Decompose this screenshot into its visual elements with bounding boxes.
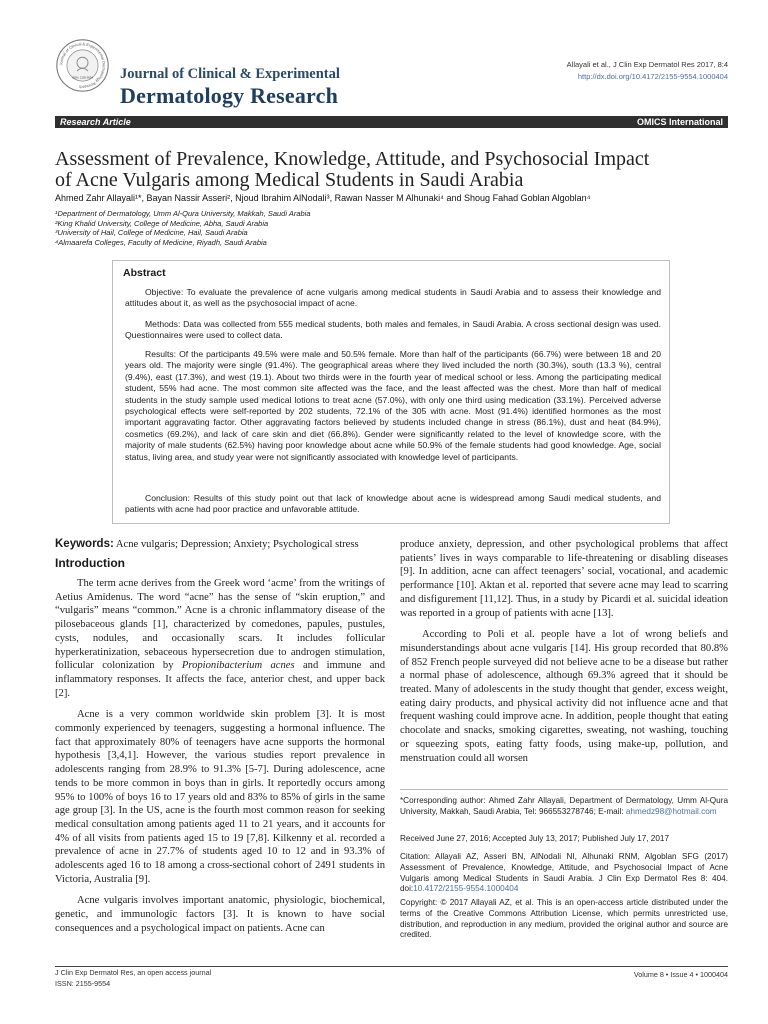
paragraph: Acne vulgaris involves important anatomic, physiologic, biochemical, genetic, and immunologic factors [3]. It is known to have social consequences and a psychological impact on patients. Acne can — [55, 895, 385, 934]
affiliation: ²King Khalid University, College of Medicine, Abha, Saudi Arabia — [55, 218, 269, 228]
keywords — [55, 538, 385, 550]
footer-issn: ISSN: 2155-9554 — [55, 978, 111, 988]
abstract-conclusion: Conclusion: Results of this study point out that lack of knowledge about acne is widespread among Saudi medical students, and patients with acne had poor practice and unfavorable attitude. — [125, 493, 661, 515]
footer-journal-line: J Clin Exp Dermatol Res, an open access journal — [55, 968, 212, 977]
keywords-text: Acne vulgaris; Depression; Anxiety; Psychological stress — [115, 539, 359, 550]
author-email-link[interactable]: ahmedz98@hotmail.com — [625, 806, 717, 816]
abstract-methods: Methods: Data was collected from 555 medical students, both males and females, in Saudi Arabia. A cross sectional design was used. Questionnaires were used to collect data. — [125, 319, 661, 341]
abstract-box — [112, 260, 670, 524]
affiliations — [55, 209, 311, 247]
journal-logo-seal — [55, 38, 110, 93]
copyright-note: Copyright: © 2017 Allayali AZ, et al. This is an open-access article distributed under the terms of the Creative Commons Attribution License, which permits unrestricted use, distribution, and reproduction in any medium, provided the original author and source are credited. — [400, 898, 728, 940]
footer-rule — [55, 966, 728, 967]
abstract-results: Results: Of the participants 49.5% were male and 50.5% female. More than half of the participants (66.7%) were between 18 and 20 years old. The majority were single (91.4%). The geographical areas where they lived included the north (30.3%), south (13.3 %), central (9.4%), east (17.3%), and west (19.1). About two thirds were in the fourth year of medical school or less. Among the participating medical student, 55% had acne. The most common site affected was the face, and the least affected was the chest. More than half of medical students in the study sample used medical lotions to treat acne (57.0%), with only one third using medication (33.1%). Perceived adverse psychological effects were self-reported by 202 students, 72.1% of the 305 with acne. Most (91.4%) identified hormones as the most important aggravating factor. Other aggravating factors believed by students included change in stress (86.1%), dust and heat (84.9%), cosmetics (69.2%), and lack of care skin and diet (66.8%). Gender were significantly related to the level of knowledge score, with the majority of male students (62.5%) having poor knowledge about acne while 50.9% of the female students had good knowledge. Age, social status, living area, and study year were not significantly associated with knowledge level of participants. — [125, 349, 661, 462]
introduction-heading: Introduction — [55, 556, 125, 570]
header-doi-link[interactable]: http://dx.doi.org/10.4172/2155-9554.1000404 — [577, 72, 728, 81]
header-citation: Allayali et al., J Clin Exp Dermatol Res 2017, 8:4 — [566, 60, 728, 69]
journal-name-line1: Journal of Clinical & Experimental — [120, 66, 340, 82]
paragraph: The term acne derives from the Greek word ‘acme’ from the writings of Aetius Amidenus. The word “acne” has the sense of “skin eruption,” and “vulgaris” means “common.” Acne is a chronic inflammatory disease of the pilosebaceous glands [1], characterized by comedones, papules, pustules, cysts, nodules, and occasionally scars. It includes follicular hyperkeratinization, sebaceous hypersecretion due to androgen stimulation, follicular colonization by Propionibacterium acnes and immune and inflammatory responses. It affects the face, anterior chest, and upper back [2]. — [55, 578, 385, 699]
footnote-divider — [400, 789, 728, 790]
paragraph: According to Poli et al. people have a lot of wrong beliefs and misunderstandings about acne vulgaris [14]. His group recorded that 80.8% of 852 French people surveyed did not believe acne to be a disease but rather a normal phase of adolescence, although 69.3% agreed that it should be treated. Many of adolescents in the study thought that gender, excess weight, eating dairy products, and physical activity did not influence acne and that frequent washing could improve acne. In addition, people thought that eating chocolate and snacks, smoking cigarettes, sweating, not washing, touching or squeezing spots, eating fatty foods, using make-up, pollution, and menstruation could all worsen — [400, 629, 728, 764]
abstract-objective: Objective: To evaluate the prevalence of acne vulgaris among medical students in Saudi Arabia and to assess their knowledge and attitudes about it, as well as the psychosocial impact of acne. — [125, 287, 661, 309]
header-citation-block — [567, 59, 728, 83]
affiliation: ⁴Almaarefa Colleges, Faculty of Medicine, Riyadh, Saudi Arabia — [55, 237, 267, 247]
affiliation: ³University of Hail, College of Medicine, Hail, Saudi Arabia — [55, 228, 248, 238]
svg-text:Journal of Clinical & Experime: Journal of Clinical & Experimental Dermatology Research — [59, 42, 106, 89]
corresponding-author: *Corresponding author: Ahmed Zahr Allayali, Department of Dermatology, Umm Al-Qura University, Makkah, Saudi Arabia, Tel: 966553278746; E-mail: ahmedz98@hotmail.com — [400, 796, 728, 816]
footer-volume: Volume 8 • Issue 4 • 1000404 — [633, 970, 728, 979]
paragraph: Acne is a very common worldwide skin problem [3]. It is most commonly experienced by teenagers, suggesting a hormonal influence. The fact that approximately 80% of teenagers have acne supports the hormonal hypothesis [3,4,1]. However, the various studies report prevalence in adolescents ranging from 28.9% to 91.3% [5-7]. During adolescence, acne tends to be more common in boys than in girls. It reportedly occurs among 95% to 100% of boys 16 to 17 years old and 83% to 85% of girls in the same age group [3]. In the US, acne is the fourth most common reason for seeking medical consultation among patients aged 11 to 21 years, and it accounts for 4% of all visits from patients aged 15 to 19 [7,8]. Kilkenny et al. recorded a prevalence of acne in 27.7% of students aged 10 to 12 and in 93.3% of adolescents aged 16 to 18 among a cross-sectional cohort of 2491 students in Victoria, Australia [9]. — [55, 709, 385, 885]
section-label: Research Article — [60, 117, 131, 127]
affiliation: ¹Department of Dermatology, Umm Al-Qura University, Makkah, Saudi Arabia — [55, 209, 311, 218]
right-column — [400, 538, 728, 765]
abstract-heading: Abstract — [123, 267, 166, 279]
left-column — [55, 577, 385, 936]
author-list: Ahmed Zahr Allayali¹*, Bayan Nassir Asseri², Njoud Ibrahim AlNodali³, Rawan Nasser M Alhunaki⁴ and Shoug Fahad Goblan Algoblan⁴ — [55, 193, 591, 203]
received-dates: Received June 27, 2016; Accepted July 13, 2017; Published July 17, 2017 — [400, 834, 670, 843]
paragraph: produce anxiety, depression, and other psychological problems that affect patients’ lives in ways comparable to life-threatening or disabling diseases [9]. In addition, acne can affect teenagers’ social, vocational, and academic performance [10]. Aktan et al. reported that severe acne may lead to scarring and disfigurement [11,12]. Thus, in a study by Picardi et al. suicidal ideation was reported in a group of patients with acne [13]. — [400, 539, 728, 619]
journal-name-line2: Dermatology Research — [120, 83, 339, 108]
section-bar — [55, 116, 728, 128]
publisher-label: OMICS International — [636, 117, 723, 127]
footer-journal-info — [55, 968, 211, 989]
citation-doi-link[interactable]: 10.4172/2155-9554.1000404 — [413, 884, 519, 894]
citation-note: Citation: Allayali AZ, Asseri BN, AlNodali NI, Alhunaki RNM, Algoblan SFG (2017) Assessment of Prevalence, Knowledge, Attitude, and Psychosocial Impact of Acne Vulgaris among Medical Students in Saudi Arabia. J Clin Exp Dermatol Res 8: 404. doi:10.4172/2155-9554.1000404 — [400, 852, 728, 894]
article-title: Assessment of Prevalence, Knowledge, Attitude, and Psychosocial Impact of Acne Vulgaris among Medical Students in Saudi Arabia — [55, 148, 650, 191]
keywords-label: Keywords: — [55, 538, 114, 550]
svg-text:ISSN: 2155-9554: ISSN: 2155-9554 — [71, 76, 94, 80]
